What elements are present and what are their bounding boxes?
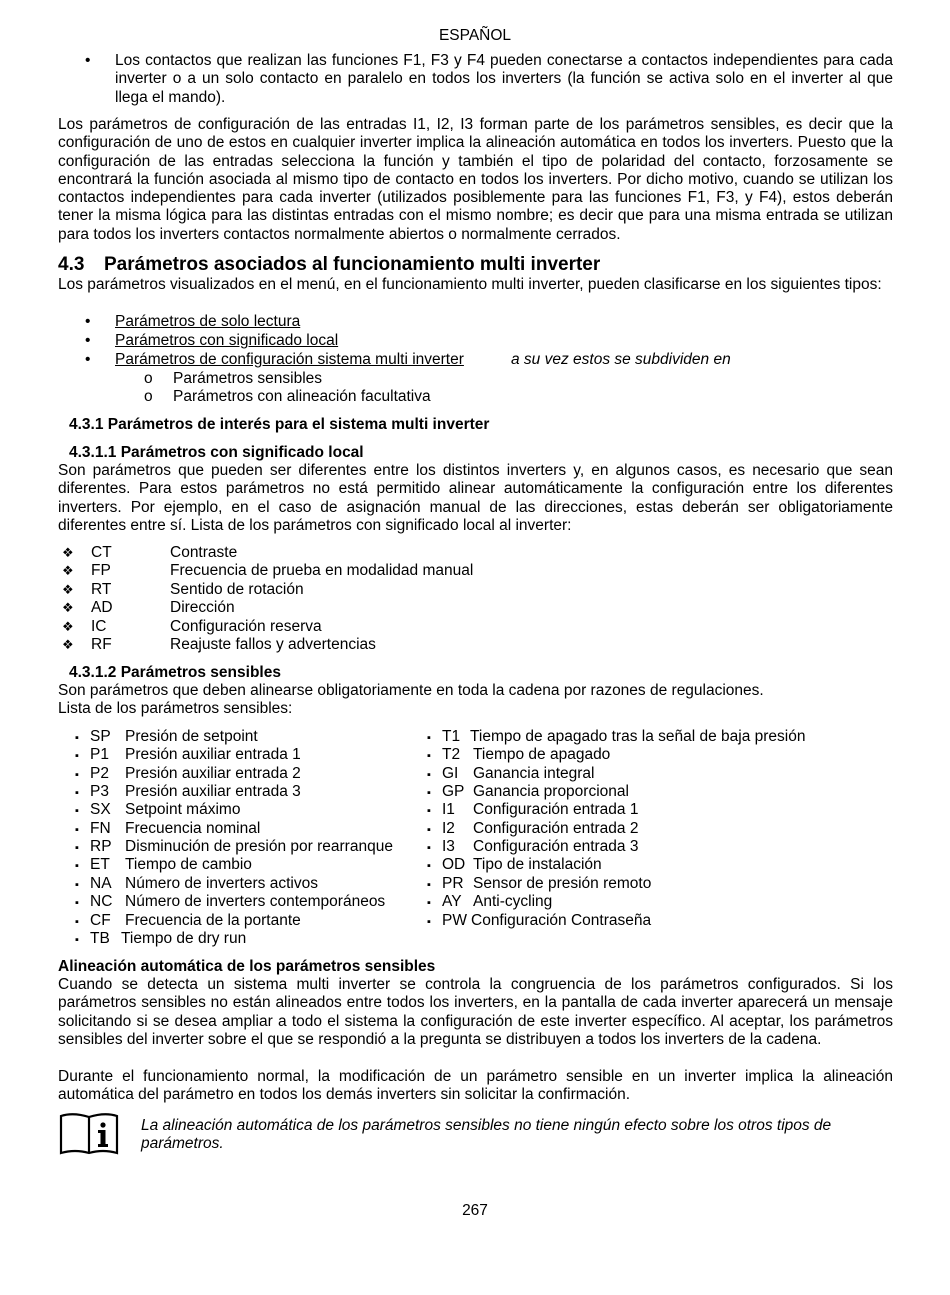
subtype-label: Parámetros con alineación facultativa: [173, 388, 431, 405]
alignment-text-2: Durante el funcionamiento normal, la modificación de un parámetro sensible en un inverter implica la alineación automática del parámetro en todos los demás inverters sin solicitar la confirmación.: [58, 1068, 893, 1104]
param-code: P3: [90, 783, 109, 801]
param-description: Setpoint máximo: [125, 801, 241, 819]
param-description: Frecuencia de la portante: [125, 911, 301, 929]
square-bullet-icon: ▪: [75, 732, 79, 744]
diamond-bullet-icon: ❖: [62, 618, 74, 634]
diamond-bullet-icon: ❖: [62, 637, 74, 652]
square-bullet-icon: ▪: [427, 878, 431, 891]
square-bullet-icon: ▪: [427, 768, 431, 781]
param-code: FN: [90, 819, 111, 837]
square-bullet-icon: ▪: [427, 897, 431, 910]
type-label: Parámetros de configuración sistema multi inverter: [115, 351, 464, 368]
section-4-3-1-1-heading: 4.3.1.1 Parámetros con significado local: [69, 444, 364, 461]
param-code: T2: [442, 746, 461, 764]
param-code: NA: [90, 874, 112, 892]
types-note: a su vez estos se subdividen en: [511, 351, 731, 368]
param-code: SP: [90, 728, 111, 745]
param-description: Sensor de presión remoto: [473, 874, 652, 892]
param-code: FP: [91, 562, 111, 580]
square-bullet-icon: ▪: [427, 915, 431, 928]
section-title: Parámetros asociados al funcionamiento multi inverter: [104, 254, 601, 275]
section-4-3-intro: Los parámetros visualizados en el menú, en el funcionamiento multi inverter, pueden clasificarse en los siguientes tipos:: [58, 276, 882, 293]
section-4-3-1-2-heading: 4.3.1.2 Parámetros sensibles: [69, 664, 281, 681]
alignment-heading: Alineación automática de los parámetros sensibles: [58, 958, 436, 975]
param-code: RF: [91, 636, 112, 653]
param-code: PW: [442, 911, 467, 929]
param-code: NC: [90, 893, 113, 911]
param-code: OD: [442, 856, 466, 874]
param-description: Frecuencia de prueba en modalidad manual: [170, 562, 474, 580]
square-bullet-icon: ▪: [75, 860, 79, 873]
param-description: Disminución de presión por rearranque: [125, 838, 393, 856]
param-description: Presión de setpoint: [125, 728, 258, 745]
bullet-mark: •: [85, 313, 91, 330]
param-code: CF: [90, 911, 111, 929]
subtype-label: Parámetros sensibles: [173, 370, 323, 387]
square-bullet-icon: ▪: [75, 805, 79, 818]
param-description: Frecuencia nominal: [125, 819, 261, 837]
param-description: Tiempo de apagado tras la señal de baja presión: [470, 728, 806, 745]
param-code: IC: [91, 617, 107, 635]
param-code: AD: [91, 599, 113, 617]
param-code: GI: [442, 764, 459, 782]
param-description: Presión auxiliar entrada 1: [125, 746, 301, 764]
section-4-3-1-2-text2: Lista de los parámetros sensibles:: [58, 700, 293, 717]
square-bullet-icon: ▪: [427, 750, 431, 763]
param-code: RP: [90, 838, 112, 856]
section-number: 4.3: [58, 254, 85, 275]
param-description: Configuración reserva: [170, 617, 322, 635]
param-description: Presión auxiliar entrada 2: [125, 764, 301, 782]
param-description: Configuración entrada 2: [473, 819, 639, 837]
section-4-3-heading: [58, 254, 893, 276]
config-paragraph: Los parámetros de configuración de las entradas I1, I2, I3 forman parte de los parámetros sensibles, es decir que la configuración de uno de estos en cualquier inverter implica la alineación automática en todos los inverters. Puesto que la configuración de las entradas selecciona la función y también el tipo de polaridad del contacto, forzosamente se encontrará la función asociada al mismo tipo de contacto en todos los inverters. Por dicho motivo, cuando se utilizan los contactos independientes para cada inverter (utilizados posiblemente para las funciones F1, F3, y F4), estos deberán tener la misma lógica para las distintas entradas con el mismo nombre; es decir que para una misma entrada se utilizan para todos los inverters contactos normalmente abiertos o normalmente cerrados.: [58, 116, 893, 243]
square-bullet-icon: ▪: [427, 842, 431, 855]
param-description: Número de inverters activos: [125, 874, 318, 892]
sub-bullet-mark: o: [144, 388, 153, 405]
diamond-bullet-icon: ❖: [62, 600, 74, 616]
square-bullet-icon: ▪: [75, 823, 79, 836]
square-bullet-icon: ▪: [75, 842, 79, 855]
param-code: RT: [91, 580, 112, 598]
square-bullet-icon: ▪: [75, 750, 79, 763]
type-label: Parámetros de solo lectura: [115, 313, 301, 330]
param-code: CT: [91, 544, 112, 561]
param-code: I1: [442, 801, 455, 819]
bullet-mark: •: [85, 52, 91, 69]
param-code: SX: [90, 801, 111, 819]
square-bullet-icon: ▪: [427, 823, 431, 836]
param-code: TB: [90, 929, 110, 947]
param-description: Número de inverters contemporáneos: [125, 893, 386, 911]
square-bullet-icon: ▪: [75, 787, 79, 800]
param-description: Ganancia integral: [473, 764, 595, 782]
param-code: AY: [442, 893, 462, 911]
sub-bullet-mark: o: [144, 370, 153, 387]
square-bullet-icon: ▪: [427, 787, 431, 800]
param-code: P1: [90, 746, 109, 764]
param-code: ET: [90, 856, 110, 874]
diamond-bullet-icon: ❖: [62, 563, 74, 579]
param-description: Tiempo de apagado: [473, 746, 611, 764]
param-description: Tiempo de cambio: [125, 856, 252, 874]
param-description: Anti-cycling: [473, 893, 553, 911]
alignment-note: La alineación automática de los parámetros sensibles no tiene ningún efecto sobre los otros tipos de parámetros.: [141, 1117, 832, 1153]
intro-bullet-text: Los contactos que realizan las funciones F1, F3 y F4 pueden conectarse a contactos independientes para cada inverter o a un solo contacto en paralelo en todos los inverters (la función se activa solo en el inverter al que llega el mando).: [115, 52, 893, 106]
page-header: ESPAÑOL: [438, 27, 512, 44]
page-number: 267: [462, 1202, 488, 1219]
square-bullet-icon: ▪: [75, 878, 79, 891]
param-code: PR: [442, 874, 464, 892]
param-description: Tipo de instalación: [473, 856, 602, 874]
param-code: I3: [442, 838, 455, 856]
param-code: T1: [442, 728, 461, 745]
param-description: Tiempo de dry run: [121, 929, 247, 947]
diamond-bullet-icon: ❖: [62, 545, 74, 560]
param-description: Configuración entrada 1: [473, 801, 639, 819]
info-book-icon: [58, 1110, 120, 1156]
section-4-3-1-heading: 4.3.1 Parámetros de interés para el sistema multi inverter: [69, 416, 490, 433]
type-label: Parámetros con significado local: [115, 332, 339, 349]
param-code: GP: [442, 783, 465, 801]
section-4-3-1-1-text: Son parámetros que pueden ser diferentes entre los distintos inverters y, en algunos casos, es necesario que sean diferentes. Para estos parámetros no está permitido alinear automáticamente la configuración entre los diferentes inverters. Por ejemplo, en el caso de asignación manual de las direcciones, estas deberán ser obligatoriamente diferentes entre sí. Lista de los parámetros con significado local al inverter:: [58, 462, 893, 534]
param-description: Presión auxiliar entrada 3: [125, 783, 301, 801]
param-code: P2: [90, 764, 109, 782]
diamond-bullet-icon: ❖: [62, 581, 74, 597]
square-bullet-icon: ▪: [427, 732, 431, 744]
param-code: I2: [442, 819, 455, 837]
param-description: Contraste: [170, 544, 238, 561]
bullet-mark: •: [85, 332, 91, 349]
alignment-text-1: Cuando se detecta un sistema multi inverter se controla la congruencia de los parámetros configurados. Si los parámetros sensibles no están alineados entre todos los inverters, en la pantalla de cada inverter aparecerá un mensaje solicitando si se desea ampliar a todo el sistema la configuración de este inverter específico. Al aceptar, los parámetros sensibles del inverter sobre el que se respondió a la pregunta se distribuyen a todos los inverters de la cadena.: [58, 976, 893, 1048]
square-bullet-icon: ▪: [427, 860, 431, 873]
bullet-mark: •: [85, 351, 91, 368]
square-bullet-icon: ▪: [427, 805, 431, 818]
param-description: Configuración entrada 3: [473, 838, 639, 856]
param-description: Configuración Contraseña: [471, 911, 652, 929]
param-description: Reajuste fallos y advertencias: [170, 636, 376, 653]
param-description: Ganancia proporcional: [473, 783, 629, 801]
param-description: Dirección: [170, 599, 235, 617]
section-4-3-1-2-text1: Son parámetros que deben alinearse obligatoriamente en toda la cadena por razones de regulaciones.: [58, 682, 764, 699]
square-bullet-icon: ▪: [75, 897, 79, 910]
square-bullet-icon: ▪: [75, 768, 79, 781]
square-bullet-icon: ▪: [75, 915, 79, 928]
param-description: Sentido de rotación: [170, 580, 304, 598]
square-bullet-icon: ▪: [75, 933, 79, 946]
